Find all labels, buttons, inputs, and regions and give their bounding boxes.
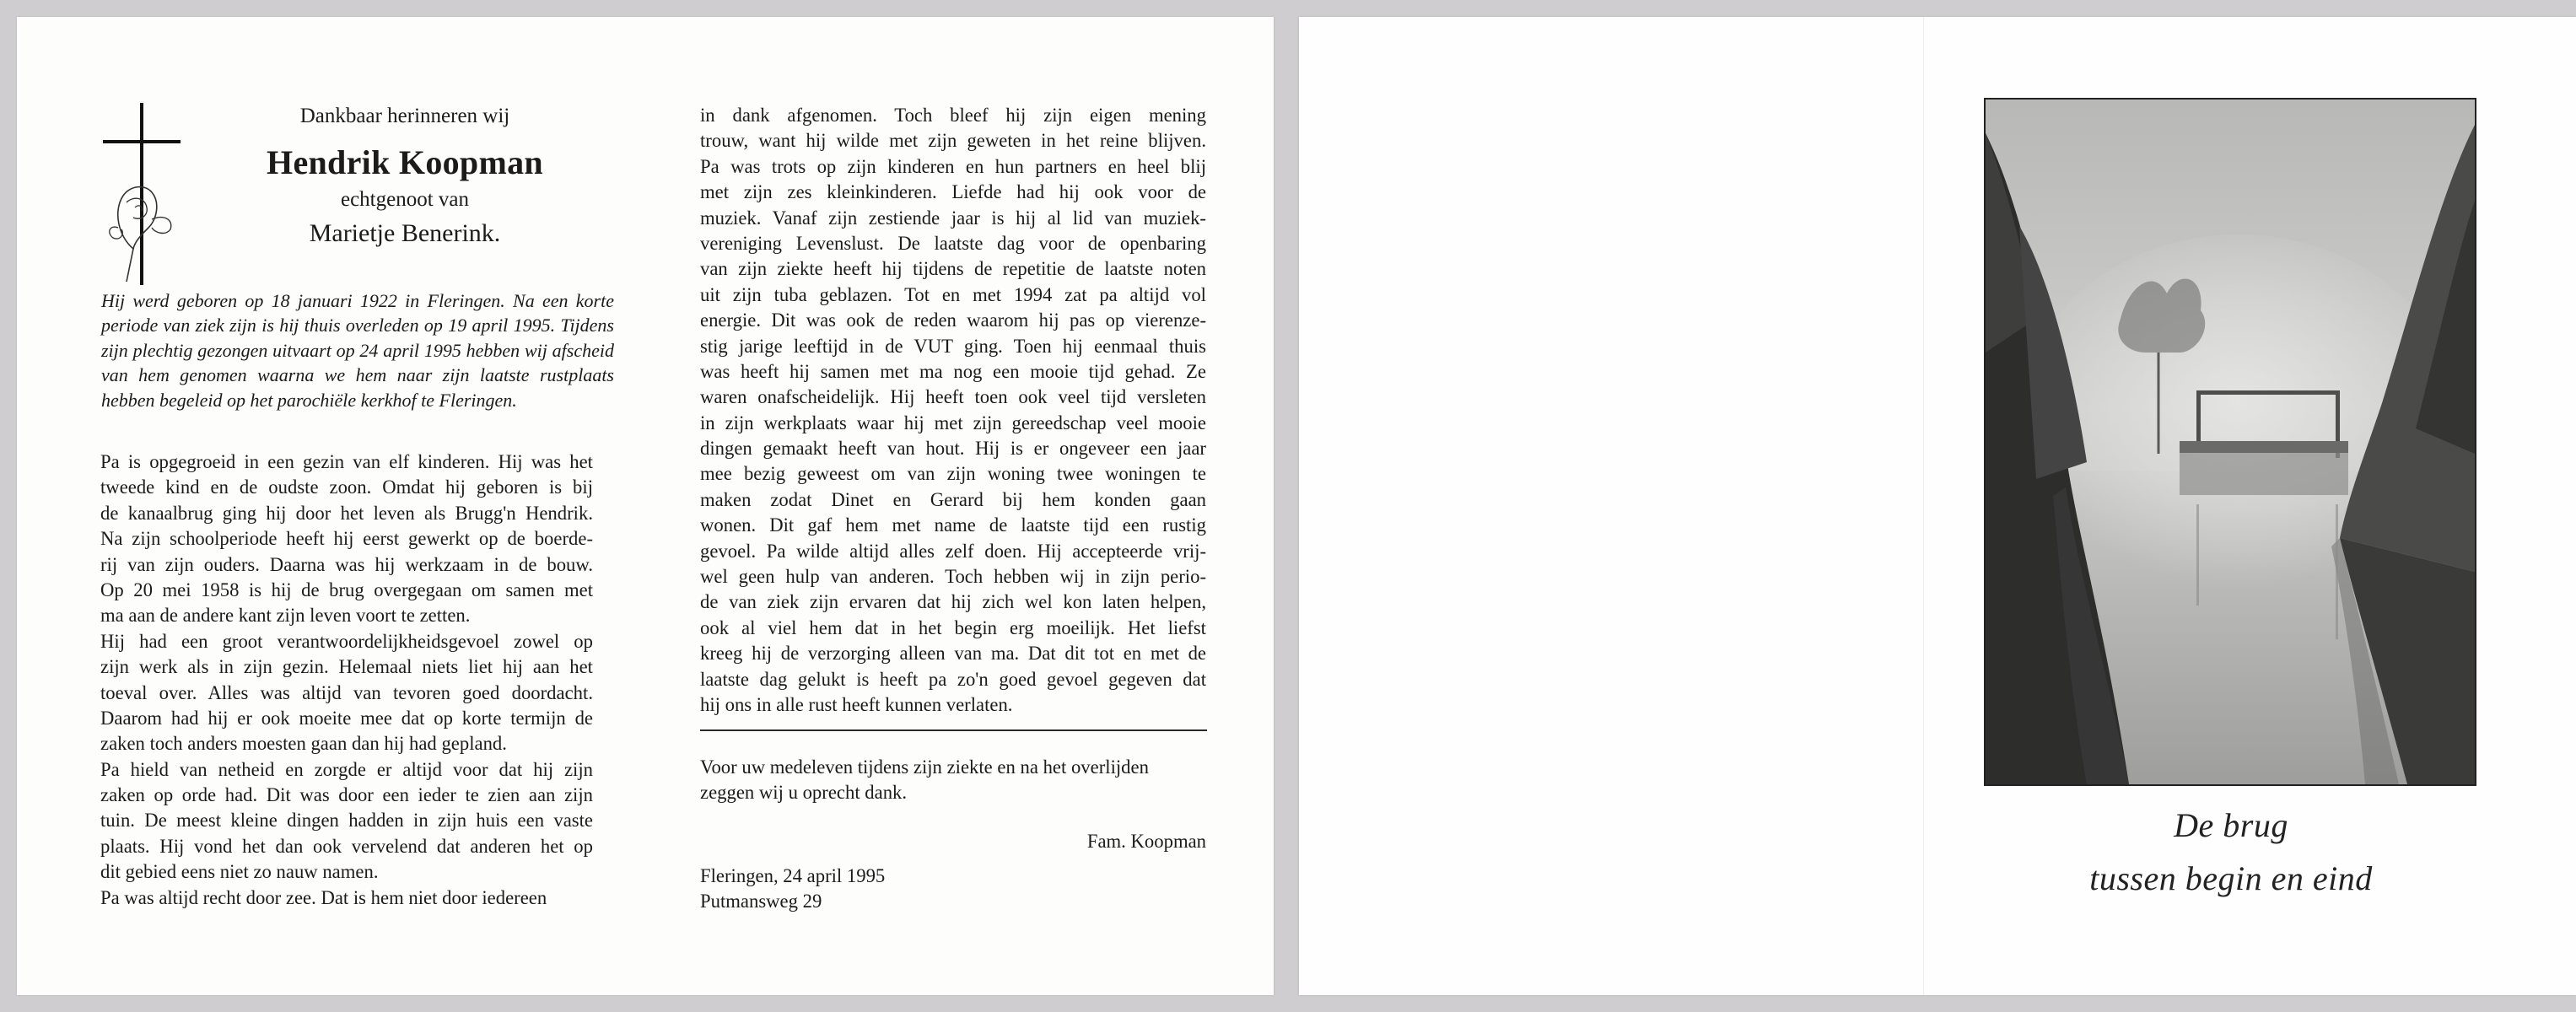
- text-line: Op 20 mei 1958 is hij de brug overgegaan om samen met: [100, 579, 593, 600]
- text-line: trouw, want hij wilde met zijn geweten in het reine blijven.: [700, 130, 1206, 152]
- text-line: mee bezig geweest om van zijn woning twee woningen te: [700, 463, 1206, 485]
- text-line: muziek. Vanaf zijn zestiende jaar is hij al lid van muziek-: [700, 207, 1206, 229]
- life-story-column-right: [700, 103, 1206, 718]
- text-line: gevoel. Pa wilde altijd alles zelf doen. Hij accepteerde vrij-: [700, 540, 1206, 562]
- text-line: energie. Dit was ook de reden waarom hij pas op vierenze-: [700, 310, 1206, 331]
- biography-paragraph: Hij werd geboren op 18 januari 1922 in Fleringen. Na een korte periode van ziek zijn is hij thuis overleden op 19 april 1995. Tijdens zijn plechtig gezongen uitvaart op 24 april 1995 hebben wij afscheid van hem genomen waarna we hem naar zijn laatste rustplaats hebben begeleid op het parochiële kerkhof te Fleringen.: [101, 290, 614, 411]
- text-line: vereniging Levenslust. De laatste dag voor de openbaring: [700, 232, 1206, 254]
- text-line: wel geen hulp van anderen. Toch hebben wij in zijn perio-: [700, 566, 1206, 588]
- intro-lead: Dankbaar herinneren wij: [299, 105, 510, 127]
- thanks-line: Voor uw medeleven tijdens zijn ziekte en na het overlijden: [700, 756, 1149, 778]
- text-line: Daarom had hij er ook moeite mee dat op korte termijn de: [100, 707, 593, 729]
- memorial-card-cover: [1299, 17, 2576, 995]
- text-line: waren onafscheidelijk. Hij heeft toen ook veel tijd versleten: [700, 386, 1206, 408]
- text-line: Pa was altijd recht door zee. Dat is hem niet door iedereen: [100, 886, 547, 908]
- text-line: Hij had een groot verantwoordelijkheidsgevoel zowel op: [100, 630, 593, 652]
- spouse-name: Marietje Benerink.: [309, 219, 501, 247]
- text-line: toeval over. Alles was altijd van tevoren goed doordacht.: [100, 681, 593, 703]
- text-line: dit gebied eens niet zo nauw namen.: [100, 861, 379, 883]
- text-line: Pa hield van netheid en zorgde er altijd voor dat hij zijn: [100, 758, 593, 780]
- text-line: van zijn ziekte heeft hij tijdens de repetitie de laatste noten: [700, 258, 1206, 280]
- text-line: hij ons in alle rust heeft kunnen verlaten.: [700, 693, 1013, 715]
- thanks-text: [700, 755, 1206, 806]
- text-line: wonen. Dit gaf hem met name de laatste tijd een rustig: [700, 514, 1206, 536]
- text-line: in zijn werkplaats waar hij met zijn gereedschap veel mooie: [700, 412, 1206, 433]
- fold-line: [1923, 17, 1924, 995]
- date-place: Fleringen, 24 april 1995: [700, 865, 886, 886]
- canal-bridge-photo: [1984, 98, 2476, 786]
- address: Putmansweg 29: [700, 891, 822, 912]
- family-signature: Fam. Koopman: [1086, 831, 1206, 852]
- text-line: stig jarige leeftijd in de VUT ging. Toen hij eenmaal thuis: [700, 335, 1206, 357]
- text-line: uit zijn tuba geblazen. Tot en met 1994 zat pa altijd vol: [700, 283, 1206, 305]
- cover-caption-line1: De brug: [2174, 806, 2288, 844]
- text-line: zijn werk als in zijn gezin. Helemaal niets liet hij aan het: [100, 656, 593, 678]
- text-line: met zijn zes kleinkinderen. Liefde had hij ook voor de: [700, 181, 1206, 203]
- intro-relation: echtgenoot van: [340, 188, 470, 211]
- thanks-line: zeggen wij u oprecht dank.: [700, 782, 908, 804]
- text-line: rij van zijn ouders. Daarna was hij werkzaam in de bouw.: [100, 553, 593, 575]
- divider: [700, 729, 1207, 731]
- text-line: zaken op orde had. Dit was door een ieder te zien aan zijn: [100, 784, 593, 806]
- text-line: de kanaalbrug ging hij door het leven als Brugg'n Hendrik.: [100, 502, 593, 524]
- text-line: tuin. De meest kleine dingen hadden in zijn huis een vaste: [100, 810, 593, 832]
- text-line: Pa is opgegroeid in een gezin van elf kinderen. Hij was het: [100, 451, 593, 472]
- life-story-column-left: [100, 449, 593, 911]
- text-line: dingen gemaakt heeft van hout. Hij is er ongeveer een jaar: [700, 438, 1206, 460]
- memorial-card-inside: [17, 17, 1274, 995]
- text-line: tweede kind en de oudste zoon. Omdat hij geboren is bij: [100, 476, 593, 498]
- date-address: [700, 864, 885, 915]
- text-line: plaats. Hij vond het dan ook vervelend dat anderen het op: [100, 835, 593, 857]
- deceased-name: Hendrik Koopman: [267, 143, 543, 181]
- text-line: zaken toch anders moesten gaan dan hij had gepland.: [100, 733, 507, 755]
- text-line: Na zijn schoolperiode heeft hij eerst gewerkt op de boerde-: [100, 528, 593, 550]
- text-line: maken zodat Dinet en Gerard bij hem konden gaan: [700, 488, 1206, 510]
- text-line: Pa was trots op zijn kinderen en hun partners en heel blij: [700, 155, 1206, 177]
- text-line: ma aan de andere kant zijn leven voort te zetten.: [100, 605, 471, 627]
- text-line: in dank afgenomen. Toch bleef hij zijn eigen mening: [700, 105, 1206, 126]
- text-line: laatste dag gelukt is heeft pa zo'n goed gevoel gegeven dat: [700, 668, 1206, 690]
- text-line: ook al viel hem dat in het begin erg moeilijk. Het liefst: [700, 616, 1206, 638]
- text-line: was heeft hij samen met ma nog een mooie tijd gehad. Ze: [700, 360, 1206, 382]
- text-line: de van ziek zijn ervaren dat hij zich wel kon laten helpen,: [700, 591, 1206, 613]
- cover-caption-line2: tussen begin en eind: [2089, 859, 2373, 897]
- text-line: kreeg hij de verzorging alleen van ma. Dat dit tot en met de: [700, 643, 1206, 665]
